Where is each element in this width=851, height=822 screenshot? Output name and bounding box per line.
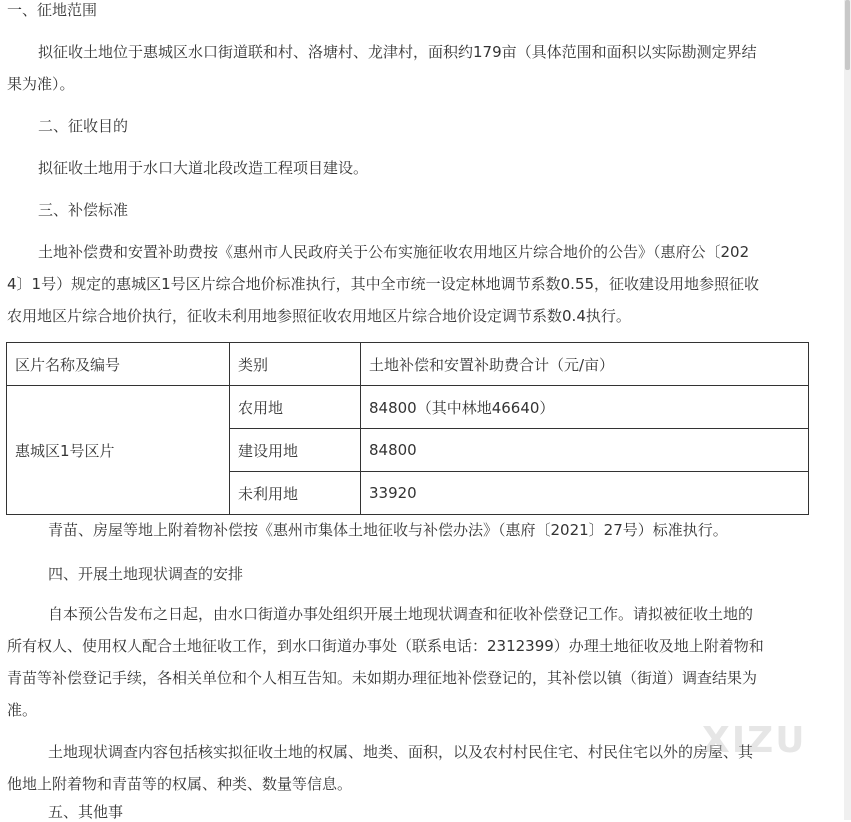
table-cell-category: 建设用地 [230,429,361,472]
section1-paragraph-line1: 拟征收土地位于惠城区水口街道联和村、洛塘村、龙津村，面积约179亩（具体范围和面积以实际勘测定界结 [38,43,757,61]
section3-paragraph-line2: 4〕1号）规定的惠城区1号区片综合地价标准执行，其中全市统一设定林地调节系数0.55，征收建设用地参照征收 [7,275,760,293]
section3-heading: 三、补偿标准 [38,201,129,219]
table-cell-amount: 84800 [361,429,809,472]
table-cell-amount: 33920 [361,472,809,515]
after-table-paragraph: 青苗、房屋等地上附着物补偿按《惠州市集体土地征收与补偿办法》（惠府〔2021〕27号）标准执行。 [48,521,728,539]
section4-paragraph1-line3: 青苗等补偿登记手续，各相关单位和个人相互告知。未如期办理征地补偿登记的，其补偿以镇（街道）调查结果为 [7,669,758,687]
section1-paragraph-line2: 果为准）。 [7,75,75,93]
table-cell-category: 农用地 [230,386,361,429]
next-heading-text: 五、其他事 [48,803,124,821]
next-heading-partial [48,803,128,821]
table-header-zone: 区片名称及编号 [7,343,230,386]
section1-heading: 一、征地范围 [7,1,98,19]
section4-paragraph1-line2: 所有权人、使用权人配合土地征收工作，到水口街道办事处（联系电话：2312399）办理土地征收及地上附着物和 [7,637,764,655]
watermark-logo: XIZU [702,720,807,761]
compensation-table [6,342,809,515]
table-header-category: 类别 [230,343,361,386]
table-cell-category: 未利用地 [230,472,361,515]
table-row [7,386,809,429]
section2-paragraph: 拟征收土地用于水口大道北段改造工程项目建设。 [38,159,369,177]
section4-paragraph1-line1: 自本预公告发布之日起，由水口街道办事处组织开展土地现状调查和征收补偿登记工作。请拟被征收土地的 [48,605,754,623]
section3-paragraph-line1: 土地补偿费和安置补助费按《惠州市人民政府关于公布实施征收农用地区片综合地价的公告》（惠府公〔202 [38,243,750,261]
table-cell-zone: 惠城区1号区片 [7,386,230,515]
section3-paragraph-line3: 农用地区片综合地价执行，征收未利用地参照征收农用地区片综合地价设定调节系数0.4执行。 [7,307,631,325]
section4-paragraph2-line1: 土地现状调查内容包括核实拟征收土地的权属、地类、面积，以及农村村民住宅、村民住宅以外的房屋、其 [48,743,754,761]
section4-paragraph2-line2: 他地上附着物和青苗等的权属、种类、数量等信息。 [7,775,353,793]
table-cell-amount: 84800（其中林地46640） [361,386,809,429]
table-header-amount: 土地补偿和安置补助费合计（元/亩） [361,343,809,386]
section4-heading: 四、开展土地现状调查的安排 [48,565,244,583]
section2-heading: 二、征收目的 [38,117,129,135]
section4-paragraph1-line4: 准。 [7,701,38,719]
vertical-scrollbar[interactable] [844,0,851,820]
table-header-row [7,343,809,386]
scrollbar-thumb[interactable] [845,0,850,70]
